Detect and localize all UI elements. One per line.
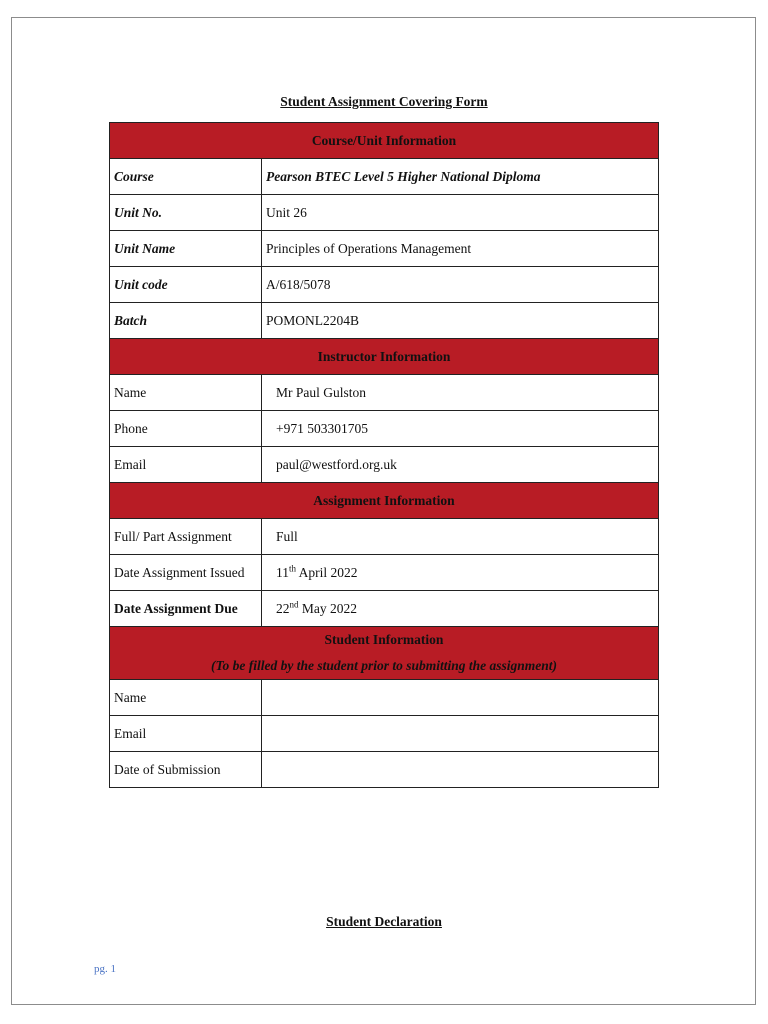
student-section-header-row [110, 627, 659, 680]
instructor-section-header-row [110, 339, 659, 375]
instructor-phone-label: Phone [110, 411, 262, 447]
unit-code-label: Unit code [110, 267, 262, 303]
table-row [110, 195, 659, 231]
table-row [110, 267, 659, 303]
table-row [110, 159, 659, 195]
student-name-field[interactable] [262, 680, 659, 716]
submission-date-field[interactable] [262, 752, 659, 788]
unit-name-value: Principles of Operations Management [262, 231, 659, 267]
date-due-value: 22nd May 2022 [262, 591, 659, 627]
assignment-section-header: Assignment Information [110, 483, 659, 519]
table-row [110, 752, 659, 788]
full-part-label: Full/ Part Assignment [110, 519, 262, 555]
student-name-label: Name [110, 680, 262, 716]
course-section-header-row [110, 123, 659, 159]
date-issued-value: 11th April 2022 [262, 555, 659, 591]
table-row [110, 411, 659, 447]
student-email-label: Email [110, 716, 262, 752]
table-row [110, 519, 659, 555]
covering-form-table [109, 122, 659, 788]
form-title: Student Assignment Covering Form [280, 94, 488, 109]
unit-name-label: Unit Name [110, 231, 262, 267]
instructor-name-label: Name [110, 375, 262, 411]
page-number: pg. 1 [94, 963, 116, 975]
full-part-value: Full [262, 519, 659, 555]
table-row [110, 716, 659, 752]
unit-no-label: Unit No. [110, 195, 262, 231]
table-row [110, 447, 659, 483]
table-row [110, 231, 659, 267]
unit-no-value: Unit 26 [262, 195, 659, 231]
table-row [110, 555, 659, 591]
instructor-section-header: Instructor Information [110, 339, 659, 375]
batch-label: Batch [110, 303, 262, 339]
instructor-phone-value: +971 503301705 [262, 411, 659, 447]
table-row [110, 303, 659, 339]
table-row [110, 375, 659, 411]
date-due-label: Date Assignment Due [110, 591, 262, 627]
course-section-header: Course/Unit Information [110, 123, 659, 159]
table-row [110, 680, 659, 716]
course-value: Pearson BTEC Level 5 Higher National Diploma [262, 159, 659, 195]
batch-value: POMONL2204B [262, 303, 659, 339]
course-label: Course [110, 159, 262, 195]
student-section-note: (To be filled by the student prior to submitting the assignment) [210, 658, 558, 673]
declaration-title: Student Declaration [326, 914, 442, 929]
student-email-field[interactable] [262, 716, 659, 752]
table-row [110, 591, 659, 627]
date-issued-label: Date Assignment Issued [110, 555, 262, 591]
instructor-name-value: Mr Paul Gulston [262, 375, 659, 411]
assignment-section-header-row [110, 483, 659, 519]
instructor-email-value: paul@westford.org.uk [262, 447, 659, 483]
student-section-header: Student Information (To be filled by the student prior to submitting the assignment) [110, 627, 659, 680]
unit-code-value: A/618/5078 [262, 267, 659, 303]
instructor-email-label: Email [110, 447, 262, 483]
submission-date-label: Date of Submission [110, 752, 262, 788]
